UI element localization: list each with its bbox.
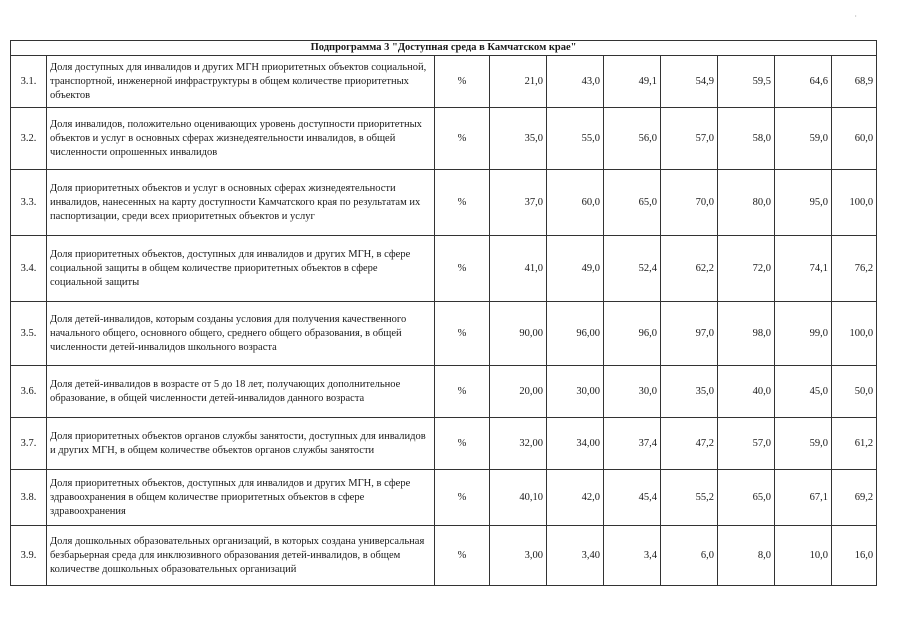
value-cell: 21,0 <box>490 56 547 108</box>
indicator-description: Доля детей-инвалидов в возрасте от 5 до 18 лет, получающих дополнительное образование, в общей численности детей-инвалидов данного возраста <box>47 366 435 418</box>
value-cell: 97,0 <box>661 302 718 366</box>
value-cell: 45,4 <box>604 470 661 526</box>
value-cell: 37,0 <box>490 170 547 236</box>
value-cell: 99,0 <box>775 302 832 366</box>
value-cell: 47,2 <box>661 418 718 470</box>
unit-cell: % <box>435 366 490 418</box>
value-cell: 59,0 <box>775 418 832 470</box>
row-number: 3.2. <box>11 108 47 170</box>
value-cell: 42,0 <box>547 470 604 526</box>
value-cell: 30,00 <box>547 366 604 418</box>
table-row <box>11 236 877 302</box>
value-cell: 56,0 <box>604 108 661 170</box>
value-cell: 41,0 <box>490 236 547 302</box>
table-row <box>11 56 877 108</box>
table-row <box>11 170 877 236</box>
value-cell: 59,5 <box>718 56 775 108</box>
value-cell: 55,2 <box>661 470 718 526</box>
value-cell: 49,1 <box>604 56 661 108</box>
value-cell: 54,9 <box>661 56 718 108</box>
value-cell: 8,0 <box>718 526 775 586</box>
value-cell: 49,0 <box>547 236 604 302</box>
value-cell: 65,0 <box>604 170 661 236</box>
value-cell: 45,0 <box>775 366 832 418</box>
row-number: 3.4. <box>11 236 47 302</box>
value-cell: 43,0 <box>547 56 604 108</box>
value-cell: 95,0 <box>775 170 832 236</box>
value-cell: 65,0 <box>718 470 775 526</box>
indicator-description: Доля приоритетных объектов, доступных для инвалидов и других МГН, в сфере здравоохранения в общем количестве приоритетных объектов в сфере здравоохранения <box>47 470 435 526</box>
value-cell: 60,0 <box>547 170 604 236</box>
value-cell: 30,0 <box>604 366 661 418</box>
indicator-description: Доля приоритетных объектов, доступных для инвалидов и других МГН, в сфере социальной защиты в общем количестве приоритетных объектов в сфере социальной защиты <box>47 236 435 302</box>
unit-cell: % <box>435 418 490 470</box>
value-cell: 35,0 <box>661 366 718 418</box>
unit-cell: % <box>435 108 490 170</box>
value-cell: 3,4 <box>604 526 661 586</box>
indicator-description: Доля дошкольных образовательных организаций, в которых создана универсальная безбарьерная среда для инклюзивного образования детей-инвалидов, в общем количестве дошкольных образовательных организаций <box>47 526 435 586</box>
value-cell: 62,2 <box>661 236 718 302</box>
value-cell: 74,1 <box>775 236 832 302</box>
row-number: 3.7. <box>11 418 47 470</box>
table-row <box>11 526 877 586</box>
value-cell: 64,6 <box>775 56 832 108</box>
value-cell: 3,40 <box>547 526 604 586</box>
unit-cell: % <box>435 236 490 302</box>
value-cell: 6,0 <box>661 526 718 586</box>
value-cell: 35,0 <box>490 108 547 170</box>
unit-cell: % <box>435 526 490 586</box>
row-number: 3.9. <box>11 526 47 586</box>
value-cell: 60,0 <box>832 108 877 170</box>
table-title-row <box>11 41 877 56</box>
value-cell: 40,0 <box>718 366 775 418</box>
table-row <box>11 302 877 366</box>
row-number: 3.1. <box>11 56 47 108</box>
table-row <box>11 470 877 526</box>
row-number: 3.8. <box>11 470 47 526</box>
unit-cell: % <box>435 170 490 236</box>
unit-cell: % <box>435 56 490 108</box>
value-cell: 96,0 <box>604 302 661 366</box>
row-number: 3.3. <box>11 170 47 236</box>
value-cell: 67,1 <box>775 470 832 526</box>
value-cell: 98,0 <box>718 302 775 366</box>
indicators-table <box>10 40 877 586</box>
value-cell: 20,00 <box>490 366 547 418</box>
value-cell: 40,10 <box>490 470 547 526</box>
indicator-description: Доля приоритетных объектов органов службы занятости, доступных для инвалидов и других МГН, в общем количестве объектов органов службы занятости <box>47 418 435 470</box>
row-number: 3.6. <box>11 366 47 418</box>
value-cell: 57,0 <box>661 108 718 170</box>
value-cell: 68,9 <box>832 56 877 108</box>
value-cell: 69,2 <box>832 470 877 526</box>
value-cell: 61,2 <box>832 418 877 470</box>
value-cell: 50,0 <box>832 366 877 418</box>
unit-cell: % <box>435 470 490 526</box>
value-cell: 59,0 <box>775 108 832 170</box>
value-cell: 32,00 <box>490 418 547 470</box>
value-cell: 16,0 <box>832 526 877 586</box>
table-row <box>11 366 877 418</box>
value-cell: 80,0 <box>718 170 775 236</box>
value-cell: 34,00 <box>547 418 604 470</box>
subprogram-title: Подпрограмма 3 "Доступная среда в Камчатском крае" <box>11 41 877 56</box>
value-cell: 100,0 <box>832 302 877 366</box>
value-cell: 10,0 <box>775 526 832 586</box>
value-cell: 100,0 <box>832 170 877 236</box>
value-cell: 70,0 <box>661 170 718 236</box>
table-row <box>11 418 877 470</box>
value-cell: 37,4 <box>604 418 661 470</box>
value-cell: 52,4 <box>604 236 661 302</box>
value-cell: 76,2 <box>832 236 877 302</box>
row-number: 3.5. <box>11 302 47 366</box>
value-cell: 55,0 <box>547 108 604 170</box>
unit-cell: % <box>435 302 490 366</box>
value-cell: 57,0 <box>718 418 775 470</box>
value-cell: 96,00 <box>547 302 604 366</box>
value-cell: 72,0 <box>718 236 775 302</box>
indicator-description: Доля детей-инвалидов, которым созданы условия для получения качественного начального общего, основного общего, среднего общего образования, в общей численности детей-инвалидов школьного возраста <box>47 302 435 366</box>
value-cell: 3,00 <box>490 526 547 586</box>
indicator-description: Доля приоритетных объектов и услуг в основных сферах жизнедеятельности инвалидов, нанесенных на карту доступности Камчатского края по результатам их паспортизации, среди всех приоритетных объектов и услуг <box>47 170 435 236</box>
value-cell: 90,00 <box>490 302 547 366</box>
table-row <box>11 108 877 170</box>
value-cell: 58,0 <box>718 108 775 170</box>
scan-mark: · <box>854 12 857 21</box>
indicator-description: Доля инвалидов, положительно оценивающих уровень доступности приоритетных объектов и услуг в основных сферах жизнедеятельности инвалидов, в общей численности опрошенных инвалидов <box>47 108 435 170</box>
indicator-description: Доля доступных для инвалидов и других МГН приоритетных объектов социальной, транспортной, инженерной инфраструктуры в общем количестве приоритетных объектов <box>47 56 435 108</box>
